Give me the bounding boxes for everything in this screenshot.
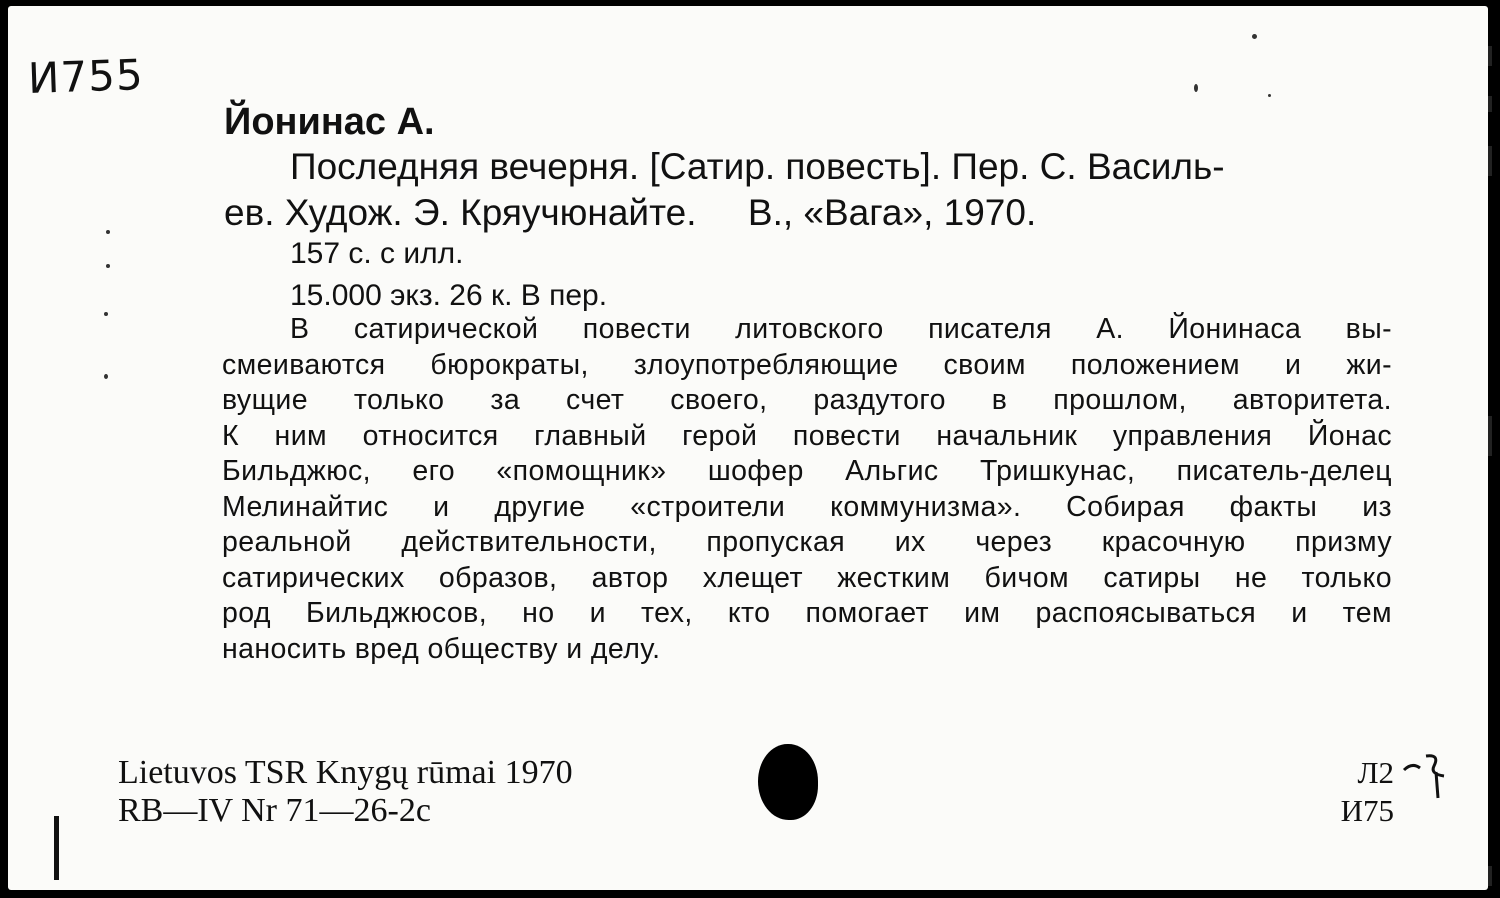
footer-registry: RB—IV Nr 71—26-2c <box>118 792 431 829</box>
ink-blot <box>758 744 818 820</box>
speck <box>1268 94 1271 97</box>
speck <box>1252 34 1257 39</box>
annotation-line: В сатирической повести литовского писателя А. Йонинаса вы- <box>290 313 1392 345</box>
speck <box>1194 84 1198 92</box>
annotation-line: Бильджюс, его «помощник» шофер Альгис Тришкунас, писатель-делец <box>222 455 1392 487</box>
annotation <box>222 312 1392 667</box>
handwritten-call-number: И755 <box>27 49 145 104</box>
annotation-line: род Бильджюсов, но и тех, кто помогает им распоясываться и тем <box>222 597 1392 629</box>
annotation-line: смеиваются бюрократы, злоупотребляющие своим положением и жи- <box>222 348 1392 381</box>
class-code: Л2 <box>1357 755 1394 790</box>
title-line-1: Последняя вечерня. [Сатир. повесть]. Пер. С. Василь- <box>290 146 1225 187</box>
speck <box>104 312 108 316</box>
speck <box>106 230 110 234</box>
annotation-line: реальной действительности, пропуская их через красочную призму <box>222 526 1392 558</box>
edition-info: 15.000 экз. 26 к. В пер. <box>290 279 608 312</box>
edge-mark <box>1488 416 1492 456</box>
edge-mark <box>1488 46 1492 66</box>
annotation-line: сатирических образов, автор хлещет жестким бичом сатиры не только <box>222 561 1392 594</box>
annotation-line: вущие только за счет своего, раздутого в прошлом, авторитета. <box>222 384 1392 416</box>
margin-mark <box>54 816 59 880</box>
annotation-line: К ним относится главный герой повести начальник управления Йонас <box>222 419 1392 452</box>
classification-codes <box>1326 754 1394 830</box>
edge-mark <box>1488 866 1492 886</box>
title-block <box>224 144 1384 236</box>
edge-mark <box>1488 96 1492 112</box>
card-paper <box>8 6 1488 890</box>
handwritten-mark-icon <box>1400 748 1460 808</box>
shelf-code: И75 <box>1340 793 1394 828</box>
pages-info: 157 с. с илл. <box>290 237 464 270</box>
title-line-2: ев. Худож. Э. Кряучюнайте. В., «Вага», 1970. <box>224 192 1037 233</box>
footer-imprint <box>118 754 573 830</box>
speck <box>104 374 108 379</box>
annotation-line: Мелинайтис и другие «строители коммунизма». Собирая факты из <box>222 490 1392 523</box>
speck <box>106 264 110 268</box>
footer-publisher: Lietuvos TSR Knygų rūmai 1970 <box>118 754 573 791</box>
annotation-line: наносить вред обществу и делу. <box>222 632 661 665</box>
author-heading: Йонинас А. <box>224 101 435 143</box>
edge-mark <box>1488 146 1492 176</box>
